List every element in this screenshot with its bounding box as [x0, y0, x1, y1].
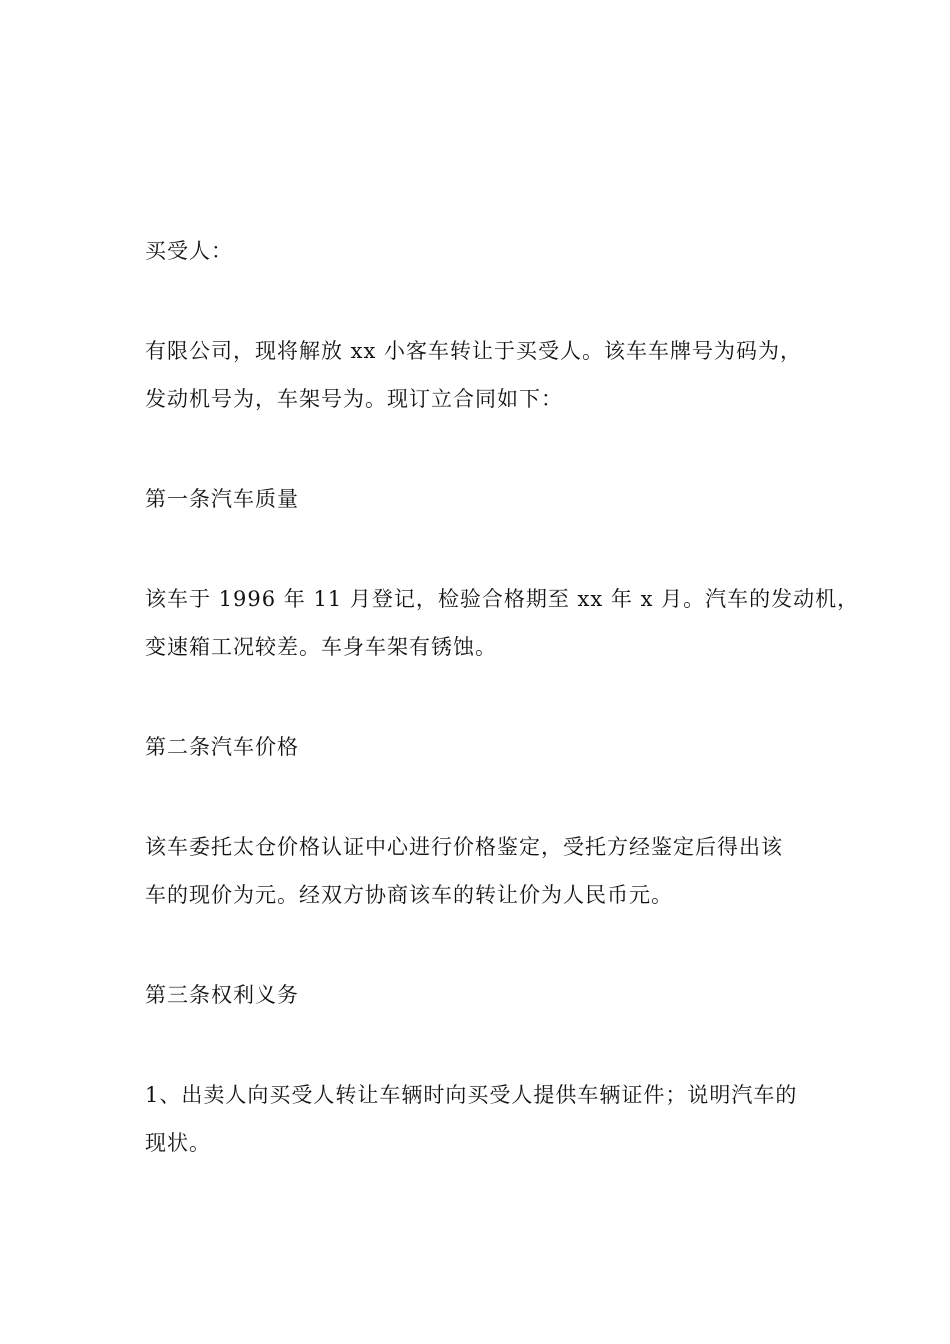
article-2-line-1: 该车委托太仓价格认证中心进行价格鉴定，受托方经鉴定后得出该	[145, 835, 783, 859]
article-2-heading: 第二条汽车价格	[145, 735, 299, 759]
article-2-line-2: 车的现价为元。经双方协商该车的转让价为人民币元。	[145, 883, 673, 907]
buyer-label: 买受人：	[145, 239, 233, 263]
article-1-line-2: 变速箱工况较差。车身车架有锈蚀。	[145, 635, 497, 659]
intro-line-2: 发动机号为，车架号为。现订立合同如下：	[145, 387, 563, 411]
article-3-heading: 第三条权利义务	[145, 983, 299, 1007]
article-3-item-1-line-1: 1、出卖人向买受人转让车辆时向买受人提供车辆证件；说明汽车的	[145, 1083, 798, 1107]
intro-line-1: 有限公司，现将解放 xx 小客车转让于买受人。该车车牌号为码为，	[145, 339, 803, 363]
article-1-line-1: 该车于 1996 年 11 月登记，检验合格期至 xx 年 x 月。汽车的发动机，	[145, 587, 860, 611]
article-3-item-1-line-2: 现状。	[145, 1131, 211, 1155]
article-1-heading: 第一条汽车质量	[145, 487, 299, 511]
